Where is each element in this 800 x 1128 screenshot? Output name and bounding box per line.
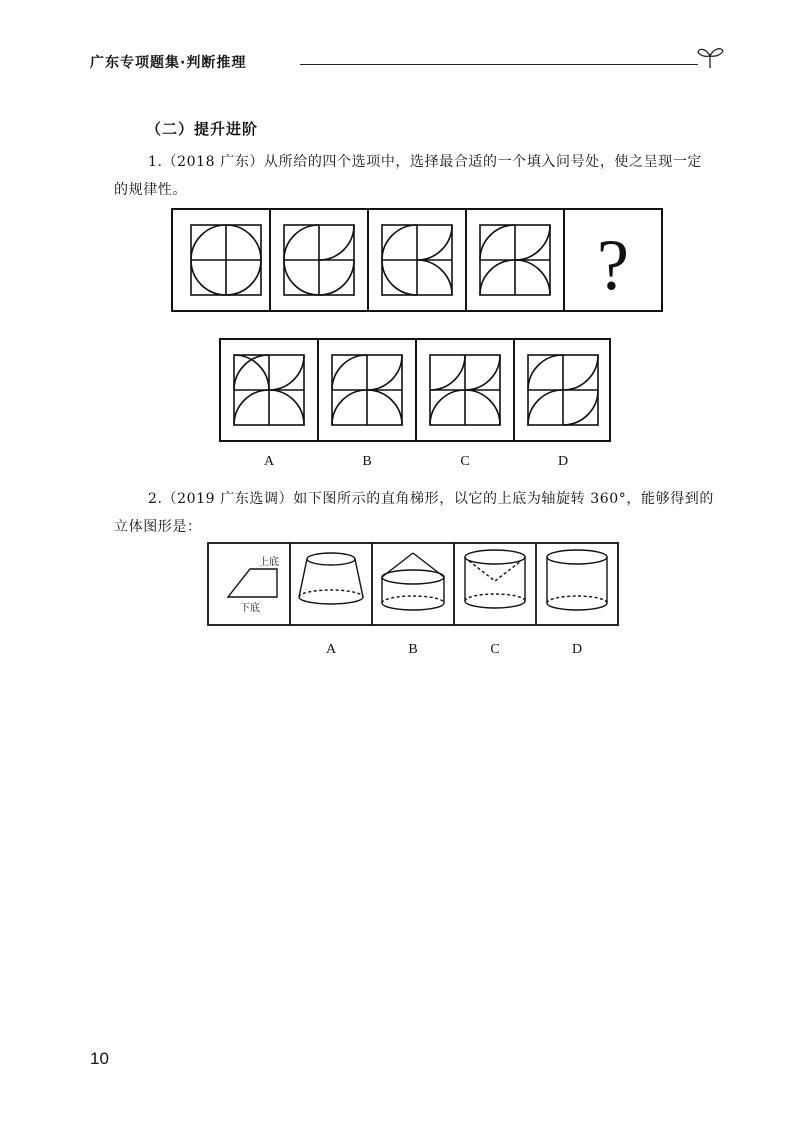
option-c-label: C [490, 642, 500, 657]
option-b-figure [332, 355, 402, 425]
option-a-label: A [263, 454, 275, 469]
sequence-panel-4 [480, 225, 550, 295]
section-title: （二）提升进阶 [146, 120, 259, 138]
question-2-text: 2.（2019 广东选调）如下图所示的直角梯形，以它的上底为轴旋转 360°，能够得到的立体图形是： [114, 491, 715, 535]
option-a-figure [234, 355, 304, 425]
sprout-icon [696, 44, 726, 70]
right-trapezoid [228, 569, 277, 597]
header-rule [300, 64, 698, 65]
page-number: 10 [90, 1049, 109, 1068]
question-2-figure [206, 541, 622, 629]
question-1-option-labels [218, 448, 614, 472]
sequence-panel-2 [284, 225, 354, 295]
top-base-label: 上底 [259, 557, 279, 568]
option-d-figure [528, 355, 598, 425]
sequence-panel-3 [382, 225, 452, 295]
option-c-figure [430, 355, 500, 425]
option-b-label: B [408, 642, 418, 657]
option-a-solid [299, 553, 363, 604]
option-b-solid [382, 553, 444, 610]
option-c-solid [465, 550, 525, 608]
question-mark: ? [597, 225, 629, 305]
option-c-label: C [460, 454, 470, 469]
option-d-label: D [557, 454, 569, 469]
sequence-panel-1 [191, 225, 261, 295]
question-1-sequence-figure [170, 207, 666, 317]
question-2-option-labels [206, 636, 622, 660]
option-d-label: D [571, 642, 583, 657]
option-b-label: B [362, 454, 372, 469]
question-1-text: 1.（2018 广东）从所给的四个选项中，选择最合适的一个填入问号处，使之呈现一定的规律性。 [114, 154, 703, 198]
option-d-solid [547, 550, 607, 610]
question-1-options-figure [218, 337, 614, 447]
option-a-label: A [325, 642, 337, 657]
bottom-base-label: 下底 [240, 603, 260, 614]
running-header: 广东专项题集·判断推理 [90, 55, 247, 71]
